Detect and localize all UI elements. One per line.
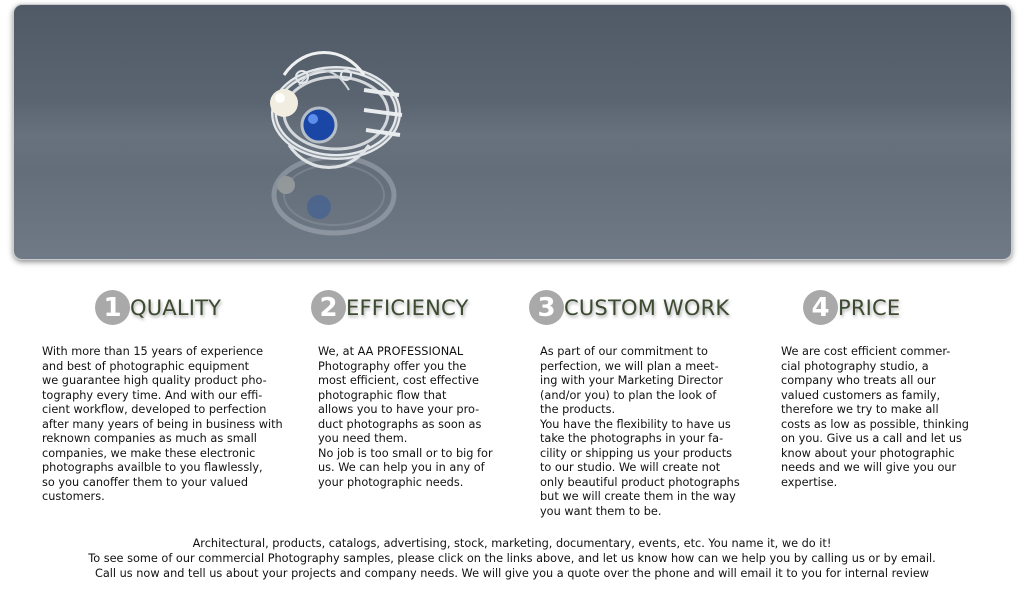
- feature-price-heading: [803, 290, 900, 325]
- feature-quality-heading: [95, 290, 221, 325]
- feature-title: QUALITY: [130, 295, 222, 320]
- footer-line-2: To see some of our commercial Photography samples, please click on the links above, and let us know how can we help you by calling us or by email.: [88, 552, 936, 565]
- number-badge: 1: [95, 290, 130, 325]
- feature-title: CUSTOM WORK: [564, 295, 730, 320]
- footer-line-1: Architectural, products, catalogs, advertising, stock, marketing, documentary, events, etc. You name it, we do it!: [192, 537, 832, 550]
- hero-sheen: [14, 100, 1011, 170]
- feature-title: EFFICIENCY: [346, 295, 469, 320]
- number-badge: 4: [803, 290, 838, 325]
- hero-banner: [13, 4, 1012, 260]
- footer-text: [0, 536, 1024, 581]
- feature-custom-work-text: As part of our commitment to perfection, we will plan a meet- ing with your Marketing Director (and/or you) to plan the look of the products. You have the flexibility to have us take the photographs in your fa- cility or shipping us your products to our studio. We will create not only beautiful product photographs but we will create them in the way you want them to be.: [540, 345, 740, 518]
- footer-line-3: Call us now and tell us about your projects and company needs. We will give you a quote over the phone and will email it to you for internal review: [94, 567, 930, 580]
- feature-efficiency-text: We, at AA PROFESSIONAL Photography offer you the most efficient, cost effective photographic flow that allows you to have your pro- duct photographs as soon as you need them. No job is too small or to big for us. We can help you in any of your photographic needs.: [318, 345, 493, 489]
- feature-custom-work-heading: [529, 290, 729, 325]
- feature-efficiency-heading: [311, 290, 469, 325]
- number-badge: 2: [311, 290, 346, 325]
- feature-title: PRICE: [838, 295, 901, 320]
- number-badge: 3: [529, 290, 564, 325]
- feature-quality-text: With more than 15 years of experience and best of photographic equipment we guarantee high quality product pho- tography every time. And with our effi- cient workflow, developed to perfection after many years of being in business with reknown companies as much as small companies, we make these electronic photographs availble to you flawlessly, so you canoffer them to your valued customers.: [42, 345, 283, 503]
- feature-price-text: We are cost efficient commer- cial photography studio, a company who treats all our valued customers as family, therefore we try to make all costs as low as possible, thinking on you. Give us a call and let us know about your photographic needs and we will give you our expertise.: [781, 345, 969, 489]
- ring-photo: [254, 35, 424, 245]
